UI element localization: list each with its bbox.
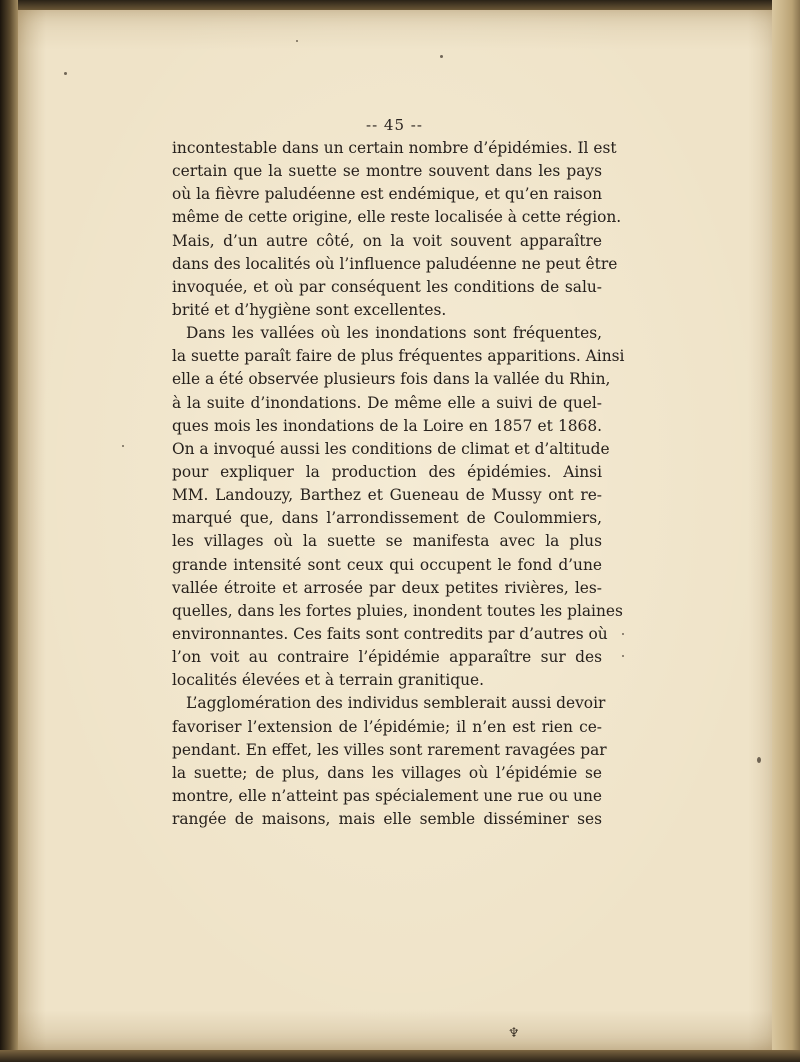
ink-speck [296,40,298,42]
text-line: grande intensité sont ceux qui occupent le fond d’une [172,555,602,574]
book-binding-edge [0,0,18,1062]
ink-speck [122,445,124,447]
ink-speck [64,72,67,75]
body-text [172,137,625,831]
book-top-edge [0,0,800,10]
text-line: localités élevées et à terrain granitique. [172,671,485,690]
text-line: invoquée, et où par conséquent les conditions de salu- [172,277,602,296]
text-line: certain que la suette se montre souvent dans les pays [172,162,602,181]
text-line: marqué que, dans l’arrondissement de Coulommiers, [172,509,602,528]
text-line: Dans les vallées où les inondations sont fréquentes, [186,324,602,343]
text-line: Mais, d’un autre côté, on la voit souvent apparaître [172,231,602,250]
text-line: pendant. En effet, les villes sont rarement ravagées par [172,740,607,759]
text-line: la suette; de plus, dans les villages où l’épidémie se [172,763,602,782]
text-line: vallée étroite et arrosée par deux petites rivières, les- [172,578,602,597]
text-line: elle a été observée plusieurs fois dans la vallée du Rhin, [172,370,611,389]
page-stack-edge [772,0,800,1062]
footer-printer-mark: ♆ [508,1026,520,1041]
text-line: incontestable dans un certain nombre d’épidémies. Il est [172,139,617,157]
text-line: l’on voit au contraire l’épidémie apparaître sur des [172,648,602,667]
text-line: les villages où la suette se manifesta avec la plus [172,532,602,551]
text-line: la suette paraît faire de plus fréquentes apparitions. Ainsi [172,347,625,366]
text-line: On a invoqué aussi les conditions de climat et d’altitude [172,439,610,458]
text-line: L’agglomération des individus semblerait aussi devoir [186,694,606,713]
text-line: où la fièvre paludéenne est endémique, et qu’en raison [172,185,602,204]
text-line: MM. Landouzy, Barthez et Gueneau de Mussy ont re- [172,486,602,505]
text-line: pour expliquer la production des épidémies. Ainsi [172,462,602,481]
book-bottom-edge [0,1050,800,1062]
ink-speck [622,633,624,635]
text-line: brité et d’hygiène sont excellentes. [172,300,447,319]
page-number: -- 45 -- [366,116,423,134]
text-line: rangée de maisons, mais elle semble disséminer ses [172,810,602,829]
text-line: favoriser l’extension de l’épidémie; il n’en est rien ce- [172,717,602,736]
text-line: ques mois les inondations de la Loire en 1857 et 1868. [172,416,602,435]
text-line: à la suite d’inondations. De même elle a suivi de quel- [172,393,602,412]
ink-speck [757,757,761,763]
text-line: dans des localités où l’influence paludéenne ne peut être [172,254,618,273]
ink-speck [622,655,624,657]
ink-speck [440,55,443,58]
text-line: environnantes. Ces faits sont contredits par d’autres où [172,624,608,643]
text-line: montre, elle n’atteint pas spécialement une rue ou une [172,786,602,805]
text-line: même de cette origine, elle reste localisée à cette région. [172,208,622,227]
text-line: quelles, dans les fortes pluies, inondent toutes les plaines [172,601,623,620]
